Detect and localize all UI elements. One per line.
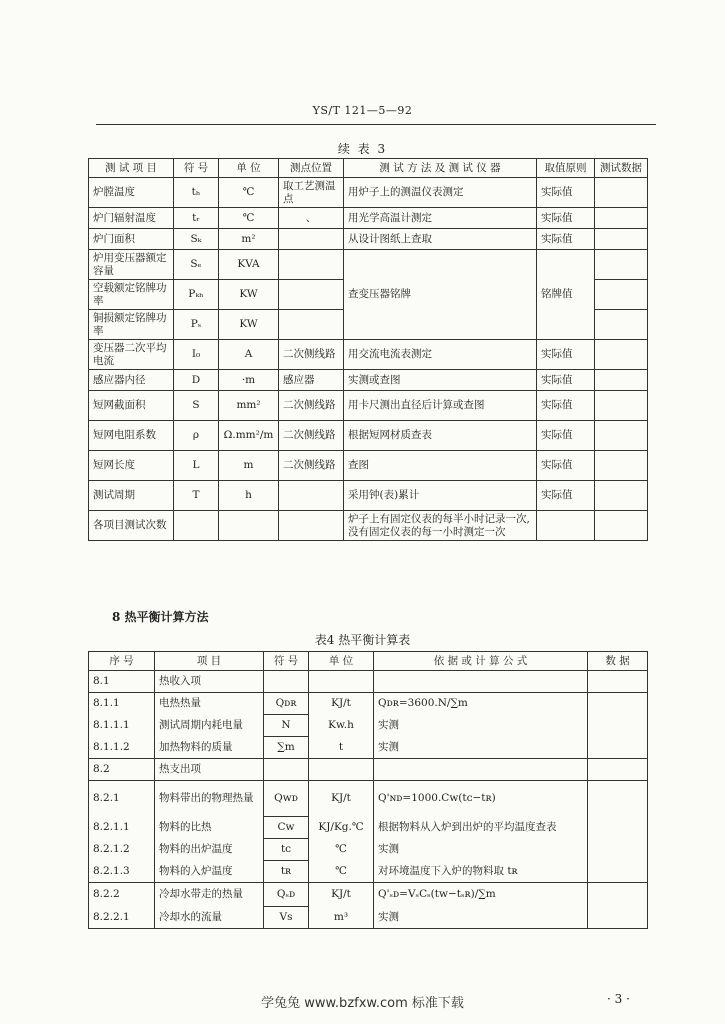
cell-item: 炉膛温度 (89, 178, 174, 208)
col-header: 测 试 项 目 (89, 159, 174, 178)
cell-data (588, 883, 648, 907)
cell-item: 感应器内径 (89, 370, 174, 391)
cell-data (595, 250, 648, 280)
cell-data (588, 839, 648, 861)
table-row (89, 715, 648, 737)
cell-symbol: tᵣ (174, 208, 219, 229)
cell-item: 测试周期 (89, 481, 174, 511)
table-row (89, 907, 648, 929)
cell-position: 二次侧线路 (279, 391, 344, 421)
cell-position (279, 310, 344, 340)
cell-data (588, 671, 648, 693)
cell-rule: 实际值 (537, 229, 595, 250)
cell-symbol: L (174, 451, 219, 481)
table-row (89, 421, 648, 451)
cell-unit (219, 511, 279, 541)
cell-item: 铜损额定铭牌功率 (89, 310, 174, 340)
cell-item: 各项目测试次数 (89, 511, 174, 541)
col-header: 符 号 (264, 652, 309, 671)
cell-no: 8.2.1.2 (89, 839, 155, 861)
cell-item: 物料的出炉温度 (155, 839, 264, 861)
cell-unit: h (219, 481, 279, 511)
cell-no: 8.2.2.1 (89, 907, 155, 929)
cell-no: 8.2.2 (89, 883, 155, 907)
page-number: · 3 · (607, 992, 630, 1006)
cell-unit: KVA (219, 250, 279, 280)
cell-no: 8.1.1.1 (89, 715, 155, 737)
cell-method: 从设计图纸上查取 (344, 229, 537, 250)
cell-position (279, 280, 344, 310)
cell-unit: A (219, 340, 279, 370)
cell-data (595, 229, 648, 250)
table-row (89, 693, 648, 715)
cell-symbol: ∑m (264, 737, 309, 759)
cell-data (595, 340, 648, 370)
cell-formula: 实测 (374, 839, 588, 861)
cell-method: 查图 (344, 451, 537, 481)
cell-data (595, 208, 648, 229)
cell-rule: 实际值 (537, 370, 595, 391)
table4-header (89, 652, 648, 671)
cell-symbol: Cᴡ (264, 817, 309, 839)
table-row (89, 451, 648, 481)
cell-item: 变压器二次平均电流 (89, 340, 174, 370)
cell-unit: KJ/t (309, 883, 374, 907)
cell-rule: 实际值 (537, 421, 595, 451)
cell-unit: Kw.h (309, 715, 374, 737)
cell-data (588, 817, 648, 839)
cell-data (595, 391, 648, 421)
col-header: 取值原则 (537, 159, 595, 178)
cell-item: 冷却水的流量 (155, 907, 264, 929)
cell-symbol: Qᴅʀ (264, 693, 309, 715)
table3-caption: 续 表 3 (337, 142, 388, 156)
cell-data (595, 280, 648, 310)
cell-no: 8.2.1.1 (89, 817, 155, 839)
standard-number: YS/T 121—5—92 (312, 104, 413, 117)
cell-position: 、 (279, 208, 344, 229)
cell-item: 物料的比热 (155, 817, 264, 839)
table3 (88, 158, 648, 541)
cell-unit: ℃ (219, 178, 279, 208)
cell-rule: 实际值 (537, 178, 595, 208)
cell-unit (309, 671, 374, 693)
table-row (89, 737, 648, 759)
cell-symbol: D (174, 370, 219, 391)
cell-no: 8.2 (89, 759, 155, 781)
cell-symbol (174, 511, 219, 541)
cell-formula: 实测 (374, 737, 588, 759)
table-row (89, 208, 648, 229)
cell-no: 8.1.1 (89, 693, 155, 715)
table4 (88, 651, 648, 929)
cell-symbol (264, 671, 309, 693)
cell-rule: 实际值 (537, 391, 595, 421)
cell-unit: ℃ (219, 208, 279, 229)
cell-item: 短网长度 (89, 451, 174, 481)
cell-item: 短网截面积 (89, 391, 174, 421)
cell-symbol: Pₛ (174, 310, 219, 340)
cell-unit: KJ/Kg.℃ (309, 817, 374, 839)
table-row (89, 839, 648, 861)
cell-unit (309, 759, 374, 781)
cell-method: 根据短网材质查表 (344, 421, 537, 451)
cell-symbol: Qᴡᴅ (264, 781, 309, 817)
cell-item: 空载额定铭牌功率 (89, 280, 174, 310)
cell-item: 冷却水带走的热量 (155, 883, 264, 907)
table-row (89, 883, 648, 907)
cell-rule: 实际值 (537, 340, 595, 370)
cell-no: 8.1 (89, 671, 155, 693)
cell-formula: 根据物料从入炉到出炉的平均温度查表 (374, 817, 588, 839)
cell-item: 物料的入炉温度 (155, 861, 264, 883)
table-row (89, 781, 648, 817)
cell-item: 炉门辐射温度 (89, 208, 174, 229)
col-header: 符 号 (174, 159, 219, 178)
cell-unit: m³ (309, 907, 374, 929)
cell-data (595, 481, 648, 511)
table-row (89, 229, 648, 250)
cell-item: 测试周期内耗电量 (155, 715, 264, 737)
section-heading: 8 热平衡计算方法 (112, 610, 209, 624)
cell-item: 炉用变压器额定容量 (89, 250, 174, 280)
cell-data (588, 907, 648, 929)
cell-unit: KJ/t (309, 693, 374, 715)
cell-unit: m (219, 451, 279, 481)
col-header: 测点位置 (279, 159, 344, 178)
table-row (89, 340, 648, 370)
table-row (89, 817, 648, 839)
cell-unit: Ω.mm²/m (219, 421, 279, 451)
cell-position: 二次侧线路 (279, 340, 344, 370)
table-row (89, 861, 648, 883)
cell-method: 用光学高温计测定 (344, 208, 537, 229)
cell-unit: t (309, 737, 374, 759)
cell-symbol: tʀ (264, 861, 309, 883)
cell-item: 电热热量 (155, 693, 264, 715)
cell-item: 热支出项 (155, 759, 264, 781)
cell-formula: 实测 (374, 907, 588, 929)
table-row (89, 370, 648, 391)
cell-symbol: Sₖ (174, 229, 219, 250)
cell-symbol: Qₛᴅ (264, 883, 309, 907)
cell-formula (374, 671, 588, 693)
cell-rule-merged: 铭牌值 (537, 250, 595, 340)
cell-symbol (264, 759, 309, 781)
cell-position (279, 511, 344, 541)
cell-formula: 实测 (374, 715, 588, 737)
col-header: 序 号 (89, 652, 155, 671)
cell-method: 炉子上有固定仪表的每半小时记录一次,没有固定仪表的每一小时测定一次 (344, 511, 537, 541)
table4-caption: 表4 热平衡计算表 (314, 633, 411, 647)
cell-symbol: Vs (264, 907, 309, 929)
cell-formula: 对环境温度下入炉的物料取 tʀ (374, 861, 588, 883)
table-row (89, 178, 648, 208)
cell-item: 短网电阻系数 (89, 421, 174, 451)
cell-position: 取工艺测温点 (279, 178, 344, 208)
cell-symbol: N (264, 715, 309, 737)
table-row (89, 671, 648, 693)
cell-data (588, 861, 648, 883)
cell-method: 用炉子上的测温仪表测定 (344, 178, 537, 208)
table-row (89, 759, 648, 781)
table-row (89, 391, 648, 421)
cell-unit: ℃ (309, 839, 374, 861)
cell-symbol: I₀ (174, 340, 219, 370)
cell-method: 采用钟(表)累计 (344, 481, 537, 511)
cell-item: 加热物料的质量 (155, 737, 264, 759)
table-row (89, 511, 648, 541)
cell-rule (537, 511, 595, 541)
footer-watermark: 学兔兔 www.bzfxw.com 标准下载 (261, 996, 464, 1011)
cell-symbol: tₕ (174, 178, 219, 208)
cell-symbol: T (174, 481, 219, 511)
cell-unit: mm² (219, 391, 279, 421)
col-header: 项 目 (155, 652, 264, 671)
cell-position: 感应器 (279, 370, 344, 391)
cell-position (279, 481, 344, 511)
cell-no: 8.1.1.2 (89, 737, 155, 759)
cell-unit: KJ/t (309, 781, 374, 817)
cell-formula: Q'ɴᴅ=1000.Cᴡ(tᴄ−tʀ) (374, 781, 588, 817)
cell-data (595, 370, 648, 391)
cell-symbol: Pₖₕ (174, 280, 219, 310)
cell-data (588, 781, 648, 817)
table3-header (89, 159, 648, 178)
col-header: 测试数据 (595, 159, 648, 178)
col-header: 单 位 (219, 159, 279, 178)
cell-no: 8.2.1.3 (89, 861, 155, 883)
cell-rule: 实际值 (537, 451, 595, 481)
col-header: 单 位 (309, 652, 374, 671)
cell-unit: ℃ (309, 861, 374, 883)
header-rule (96, 124, 656, 125)
cell-item: 炉门面积 (89, 229, 174, 250)
cell-unit: KW (219, 280, 279, 310)
cell-method-merged: 查变压器铭牌 (344, 250, 537, 340)
cell-position: 二次侧线路 (279, 451, 344, 481)
cell-method: 用卡尺测出直径后计算或查图 (344, 391, 537, 421)
cell-formula (374, 759, 588, 781)
cell-unit: ·m (219, 370, 279, 391)
cell-data (595, 178, 648, 208)
table-row (89, 481, 648, 511)
cell-position (279, 229, 344, 250)
cell-unit: KW (219, 310, 279, 340)
cell-data (595, 310, 648, 340)
cell-data (595, 421, 648, 451)
cell-data (595, 511, 648, 541)
cell-symbol: Sₑ (174, 250, 219, 280)
col-header: 测 试 方 法 及 测 试 仪 器 (344, 159, 537, 178)
cell-data (588, 737, 648, 759)
cell-unit: m² (219, 229, 279, 250)
cell-position: 二次侧线路 (279, 421, 344, 451)
col-header: 依 据 或 计 算 公 式 (374, 652, 588, 671)
cell-data (588, 715, 648, 737)
cell-rule: 实际值 (537, 208, 595, 229)
cell-formula: Qᴅʀ=3600.N/∑m (374, 693, 588, 715)
cell-method: 实测或查图 (344, 370, 537, 391)
table-row (89, 250, 648, 280)
cell-data (588, 693, 648, 715)
cell-rule: 实际值 (537, 481, 595, 511)
cell-no: 8.2.1 (89, 781, 155, 817)
cell-symbol: tᴄ (264, 839, 309, 861)
cell-position (279, 250, 344, 280)
col-header: 数 据 (588, 652, 648, 671)
cell-data (595, 451, 648, 481)
cell-method: 用交流电流表测定 (344, 340, 537, 370)
cell-item: 物料带出的物理热量 (155, 781, 264, 817)
cell-symbol: S (174, 391, 219, 421)
cell-item: 热收入项 (155, 671, 264, 693)
cell-symbol: ρ (174, 421, 219, 451)
cell-data (588, 759, 648, 781)
cell-formula: Q'ₛᴅ=VₛCₛ(tᴡ−tₛʀ)/∑m (374, 883, 588, 907)
